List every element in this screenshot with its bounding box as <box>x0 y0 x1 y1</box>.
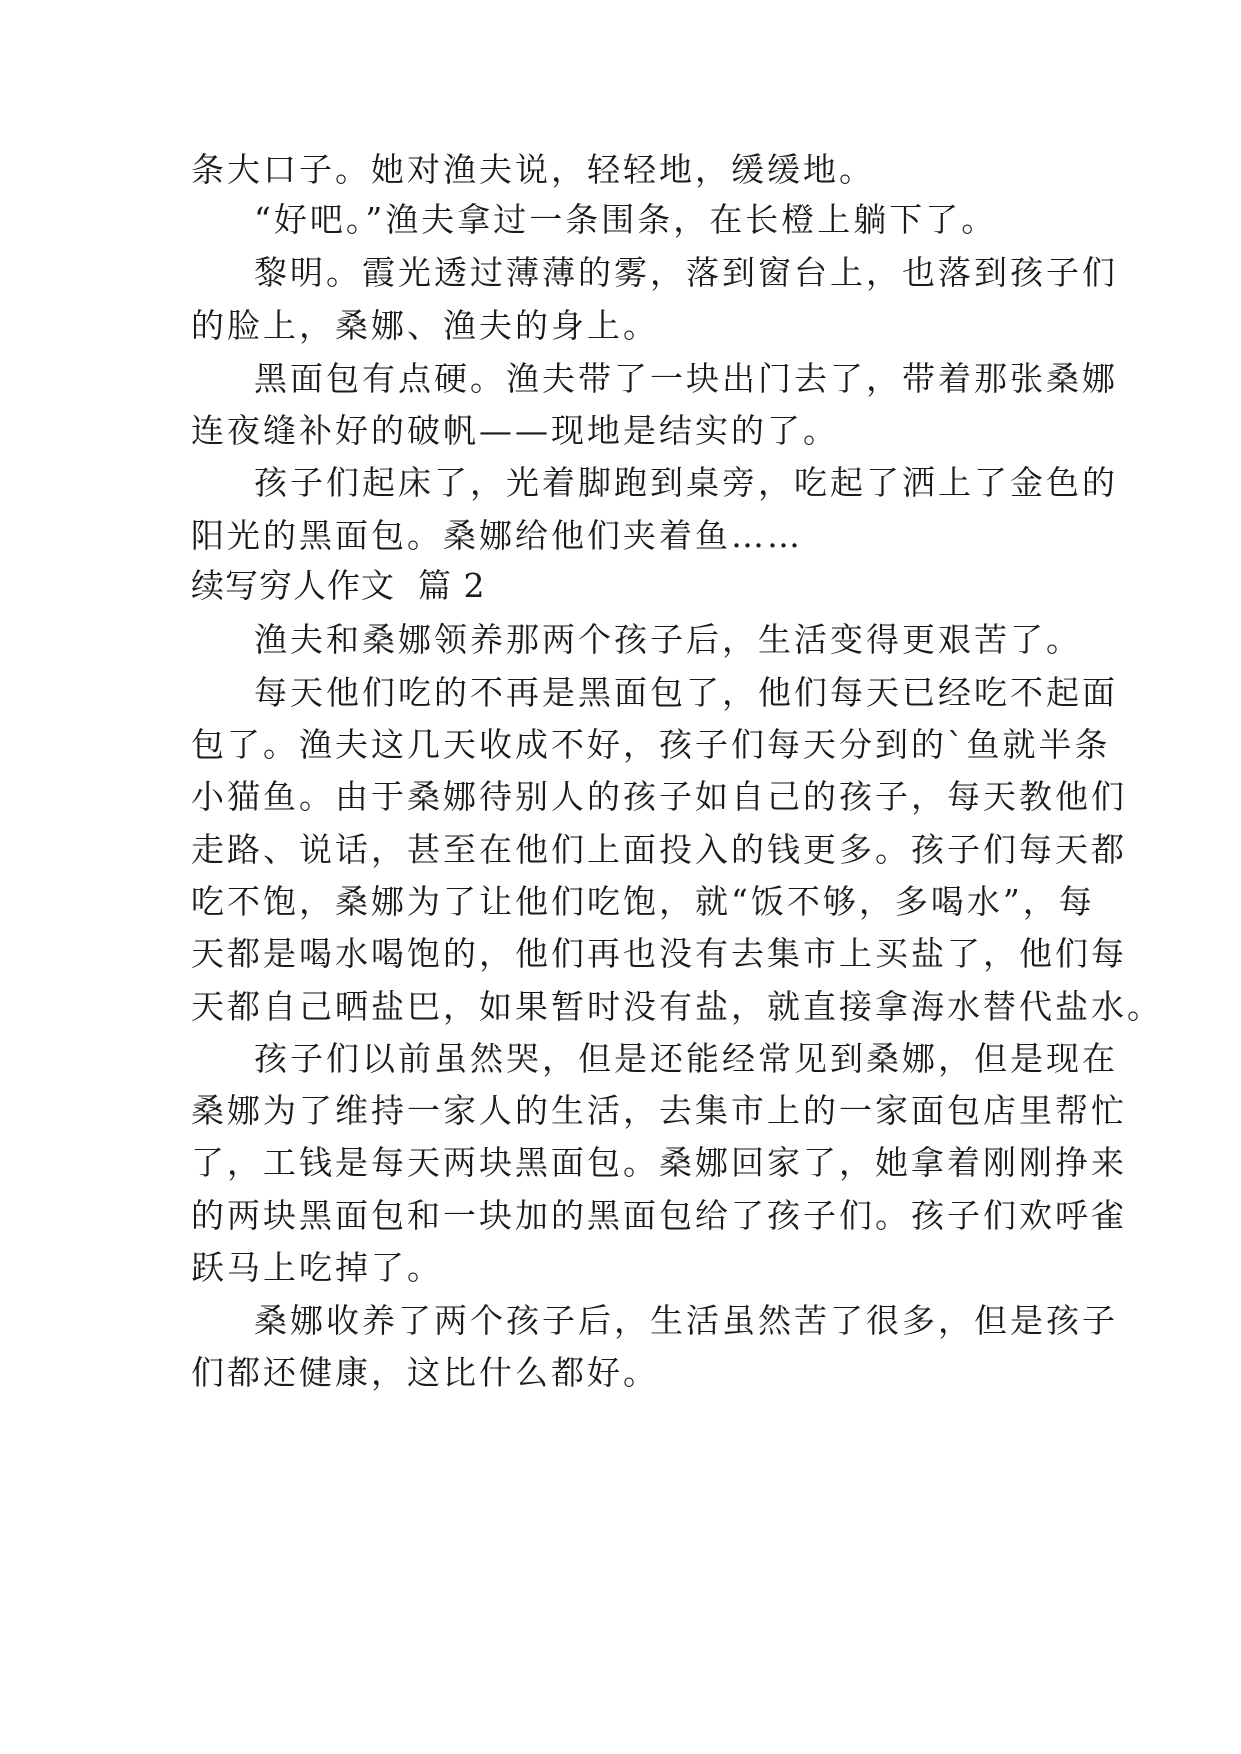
paragraph-start: 孩子们起床了，光着脚跑到桌旁，吃起了洒上了金色的 <box>254 463 1118 502</box>
text-line: 走路、说话，甚至在他们上面投入的钱更多。孩子们每天都 <box>191 830 1127 869</box>
text-line: 桑娜为了维持一家人的生活，去集市上的一家面包店里帮忙 <box>191 1091 1127 1130</box>
paragraph-start: 黑面包有点硬。渔夫带了一块出门去了，带着那张桑娜 <box>254 359 1118 398</box>
text-line: 了，工钱是每天两块黑面包。桑娜回家了，她拿着刚刚挣来 <box>191 1143 1127 1182</box>
text-line: 的两块黑面包和一块加的黑面包给了孩子们。孩子们欢呼雀 <box>191 1196 1127 1235</box>
text-line: 连夜缝补好的破帆——现地是结实的了。 <box>191 411 839 450</box>
text-line: 条大口子。她对渔夫说，轻轻地，缓缓地。 <box>191 150 875 189</box>
paragraph-start: 孩子们以前虽然哭，但是还能经常见到桑娜，但是现在 <box>254 1039 1118 1078</box>
text-line: 天都自己晒盐巴，如果暂时没有盐，就直接拿海水替代盐水。 <box>191 987 1163 1026</box>
paragraph-start: “好吧。”渔夫拿过一条围条，在长橙上躺下了。 <box>254 200 998 239</box>
text-line: 包了。渔夫这几天收成不好，孩子们每天分到的`鱼就半条 <box>191 725 1111 764</box>
text-line: 跃马上吃掉了。 <box>191 1248 443 1287</box>
paragraph-start: 桑娜收养了两个孩子后，生活虽然苦了很多，但是孩子 <box>254 1301 1118 1340</box>
text-line: 小猫鱼。由于桑娜待别人的孩子如自己的孩子，每天教他们 <box>191 777 1127 816</box>
paragraph-start: 每天他们吃的不再是黑面包了，他们每天已经吃不起面 <box>254 673 1118 712</box>
text-line: 天都是喝水喝饱的，他们再也没有去集市上买盐了，他们每 <box>191 934 1127 973</box>
text-line: 们都还健康，这比什么都好。 <box>191 1353 659 1392</box>
text-line: 吃不饱，桑娜为了让他们吃饱，就“饭不够，多喝水”，每 <box>191 882 1095 921</box>
paragraph-start: 渔夫和桑娜领养那两个孩子后，生活变得更艰苦了。 <box>254 620 1082 659</box>
text-line: 的脸上，桑娜、渔夫的身上。 <box>191 306 659 345</box>
section-heading: 续写穷人作文 篇 2 <box>191 566 486 605</box>
paragraph-start: 黎明。霞光透过薄薄的雾，落到窗台上，也落到孩子们 <box>254 253 1118 292</box>
text-line: 阳光的黑面包。桑娜给他们夹着鱼…… <box>191 516 803 555</box>
